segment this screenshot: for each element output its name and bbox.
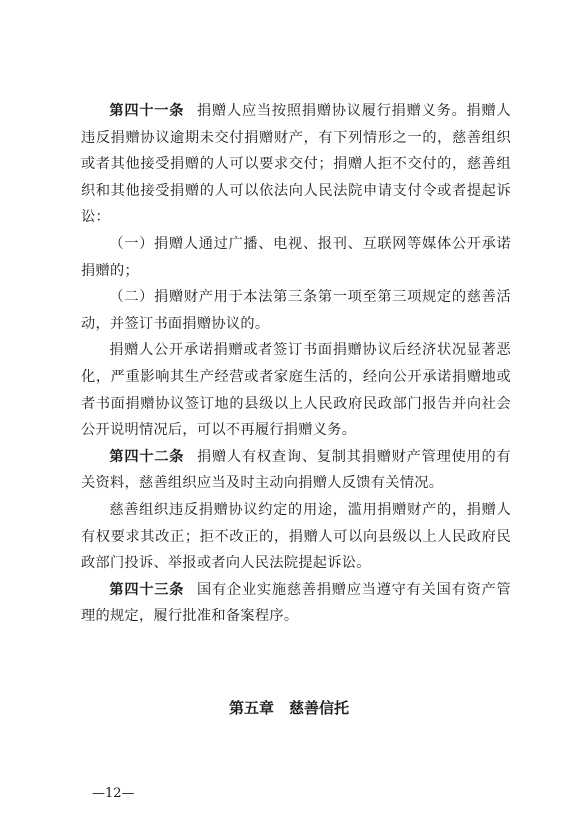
article-43-heading: 第四十三条	[109, 581, 185, 598]
article-42-paragraph-1: 第四十二条 捐赠人有权查询、复制其捐赠财产管理使用的有关资料，慈善组织应当及时主动向捐赠人反馈有关情况。	[81, 448, 511, 492]
article-42-paragraph-2: 慈善组织违反捐赠协议约定的用途，滥用捐赠财产的，捐赠人有权要求其改正；拒不改正的，捐赠人可以向县级以上人民政府民政部门投诉、举报或者向人民法院提起诉讼。	[81, 501, 511, 572]
article-41-paragraph-1: 第四十一条 捐赠人应当按照捐赠协议履行捐赠义务。捐赠人违反捐赠协议逾期未交付捐赠财产，有下列情形之一的，慈善组织或者其他接受捐赠的人可以要求交付；捐赠人拒不交付的，慈善组织和其他接受捐赠的人可以依法向人民法院申请支付令或者提起诉讼：	[81, 103, 511, 226]
article-43-paragraph-1: 第四十三条 国有企业实施慈善捐赠应当遵守有关国有资产管理的规定，履行批准和备案程序。	[81, 581, 511, 625]
chapter-title: 第五章 慈善信托	[228, 699, 349, 717]
page-number: —12—	[92, 786, 135, 801]
document-body	[81, 98, 511, 630]
article-41-item-2: （二）捐赠财产用于本法第三条第一项至第三项规定的慈善活动，并签订书面捐赠协议的。	[81, 289, 511, 332]
article-41-heading: 第四十一条	[109, 103, 185, 119]
article-41-item-1: （一）捐赠人通过广播、电视、报刊、互联网等媒体公开承诺捐赠的；	[81, 235, 511, 279]
article-41-paragraph-2: 捐赠人公开承诺捐赠或者签订书面捐赠协议后经济状况显著恶化，严重影响其生产经营或者家庭生活的，经向公开承诺捐赠地或者书面捐赠协议签订地的县级以上人民政府民政部门报告并向社会公开说明情况后，可以不再履行捐赠义务。	[81, 342, 511, 439]
article-42-heading: 第四十二条	[109, 448, 185, 465]
